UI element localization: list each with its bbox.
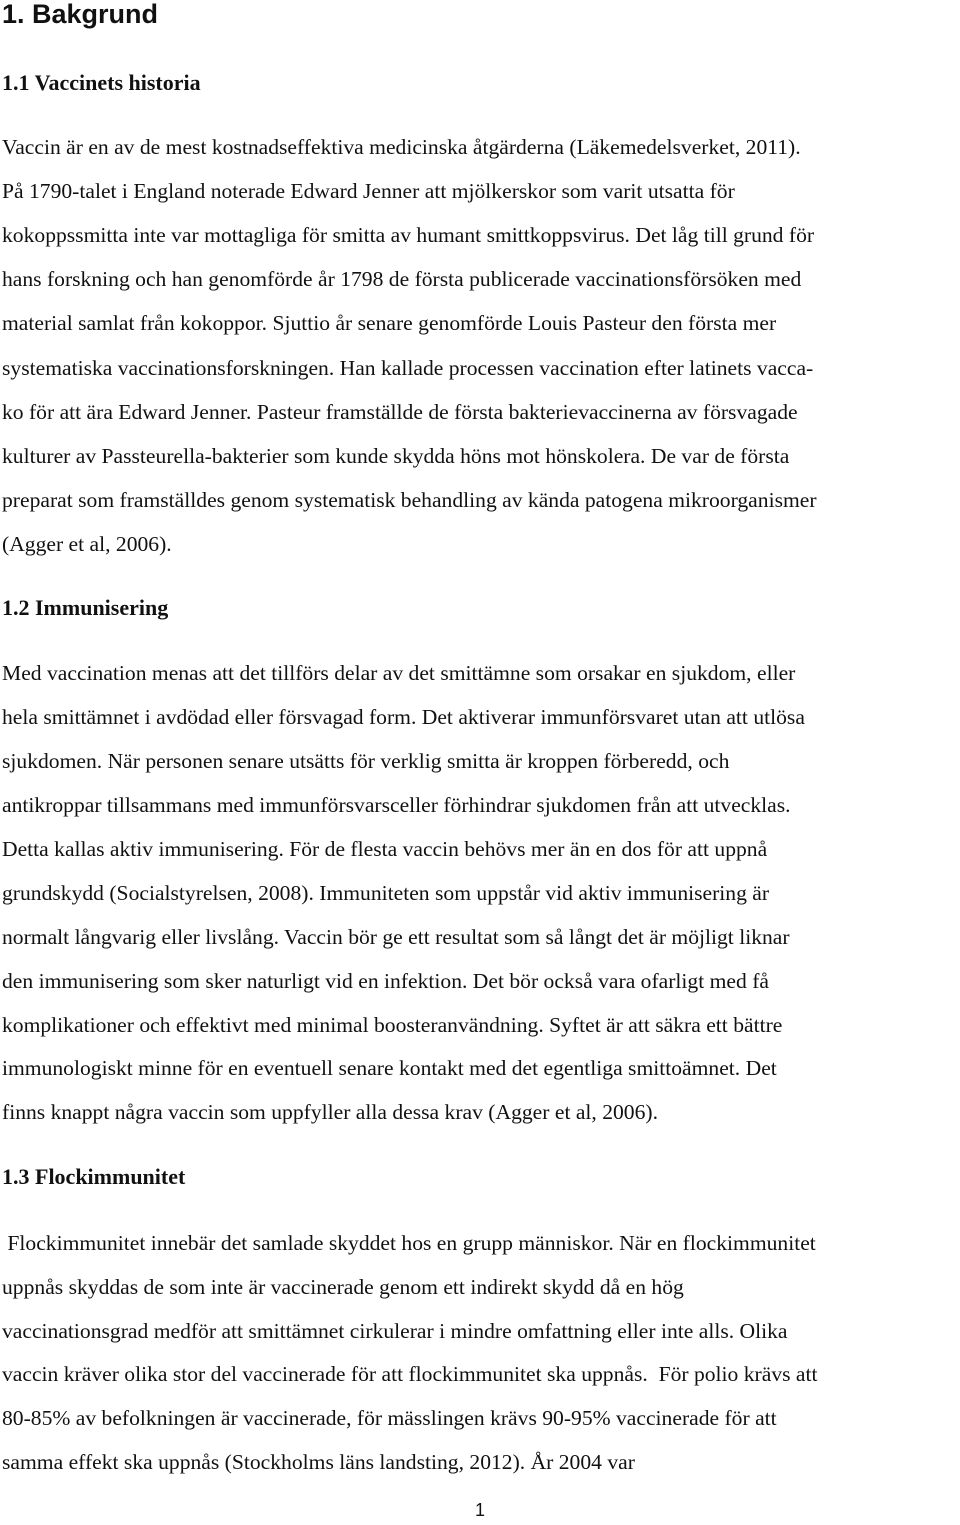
paragraph-line: komplikationer och effektivt med minimal boosteranvändning. Syftet är att säkra ett bättre	[2, 1013, 783, 1037]
paragraph-line: grundskydd (Socialstyrelsen, 2008). Immuniteten som uppstår vid aktiv immunisering är	[2, 881, 770, 905]
section-heading-history: 1.1 Vaccinets historia	[2, 70, 201, 95]
paragraph-line: vaccinationsgrad medför att smittämnet cirkulerar i mindre omfattning eller inte alls. Olika	[2, 1319, 788, 1343]
paragraph-line: sjukdomen. När personen senare utsätts för verklig smitta är kroppen förberedd, och	[2, 749, 730, 773]
paragraph-line: Detta kallas aktiv immunisering. För de flesta vaccin behövs mer än en dos för att uppnå	[2, 837, 768, 861]
paragraph-line: systematiska vaccinationsforskningen. Han kallade processen vaccination efter latinets vacca-	[2, 356, 814, 380]
section-heading-immunization: 1.2 Immunisering	[2, 595, 169, 620]
paragraph-line: hela smittämnet i avdödad eller försvagad form. Det aktiverar immunförsvaret utan att utlösa	[2, 705, 805, 729]
paragraph-line: 80-85% av befolkningen är vaccinerade, för mässlingen krävs 90-95% vaccinerade för att	[2, 1406, 777, 1430]
paragraph-line: immunologiskt minne för en eventuell senare kontakt med det egentliga smittoämnet. Det	[2, 1056, 777, 1080]
paragraph-line: Med vaccination menas att det tillförs delar av det smittämne som orsakar en sjukdom, eller	[2, 661, 796, 685]
paragraph-line: Flockimmunitet innebär det samlade skyddet hos en grupp människor. När en flockimmunitet	[2, 1231, 816, 1255]
paragraph-line: samma effekt ska uppnås (Stockholms läns landsting, 2012). År 2004 var	[2, 1450, 635, 1474]
paragraph-line: antikroppar tillsammans med immunförsvarsceller förhindrar sjukdomen från att utvecklas.	[2, 793, 791, 817]
paragraph-line: preparat som framställdes genom systematisk behandling av kända patogena mikroorganismer	[2, 488, 817, 512]
paragraph-line: På 1790-talet i England noterade Edward Jenner att mjölkerskor som varit utsatta för	[2, 179, 735, 203]
paragraph-line: finns knappt några vaccin som uppfyller alla dessa krav (Agger et al, 2006).	[2, 1100, 658, 1124]
paragraph-line: uppnås skyddas de som inte är vaccinerade genom ett indirekt skydd då en hög	[2, 1275, 684, 1299]
paragraph-line: kulturer av Passteurella-bakterier som kunde skydda höns mot hönskolera. De var de första	[2, 444, 790, 468]
chapter-heading: 1. Bakgrund	[2, 0, 159, 29]
paragraph-line: (Agger et al, 2006).	[2, 532, 172, 556]
paragraph-line: den immunisering som sker naturligt vid en infektion. Det bör också vara ofarligt med få	[2, 969, 769, 993]
paragraph-line: ko för att ära Edward Jenner. Pasteur framställde de första bakterievaccinerna av försvagade	[2, 400, 798, 424]
paragraph-line: kokoppssmitta inte var mottagliga för smitta av humant smittkoppsvirus. Det låg till grund för	[2, 223, 815, 247]
section-heading-herd-immunity: 1.3 Flockimmunitet	[2, 1164, 186, 1189]
paragraph-line: normalt långvarig eller livslång. Vaccin bör ge ett resultat som så långt det är möjligt liknar	[2, 925, 790, 949]
paragraph-line: material samlat från kokoppor. Sjuttio år senare genomförde Louis Pasteur den första mer	[2, 311, 777, 335]
paragraph-line: hans forskning och han genomförde år 1798 de första publicerade vaccinationsförsöken med	[2, 267, 802, 291]
paragraph-line: vaccin kräver olika stor del vaccinerade för att flockimmunitet ska uppnås. För polio krävs att	[2, 1362, 818, 1386]
page-number: 1	[474, 1500, 485, 1520]
paragraph-line: Vaccin är en av de mest kostnadseffektiva medicinska åtgärderna (Läkemedelsverket, 2011).	[2, 135, 801, 159]
